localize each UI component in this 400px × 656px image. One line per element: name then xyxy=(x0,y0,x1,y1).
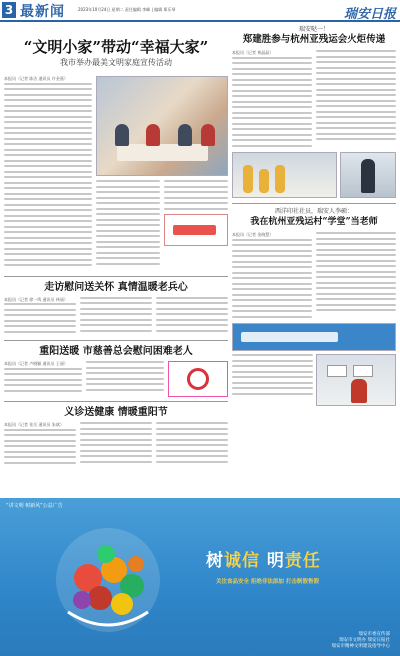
story-health xyxy=(4,406,228,467)
date-line: 2023年10月24日 星期二 责任编辑 李峰 | 编辑 郑乐琴 xyxy=(78,7,176,12)
section-title: 最新闻 xyxy=(20,4,65,20)
ad-footer xyxy=(332,632,391,650)
ad-slogan xyxy=(206,546,321,571)
story-torch-byline: 本报讯（记者 黄晶晶） xyxy=(232,50,274,55)
ad-slogan-part4: 责任 xyxy=(284,551,321,571)
ad-subline: 关注食品安全 拒绝非法添加 打击制假售假 xyxy=(216,579,319,585)
right-column xyxy=(232,26,396,406)
divider xyxy=(4,276,228,277)
page-number: 3 xyxy=(2,2,16,18)
left-column xyxy=(4,26,228,467)
story-school xyxy=(232,208,396,406)
story-torch xyxy=(232,26,396,198)
ad-footer-line2: 瑞安市文明办 瑞安日报社 xyxy=(339,638,390,643)
ad-label: “讲文明 树新风”公益广告 xyxy=(6,503,63,509)
ad-footer-line3: 瑞安市精神文明建设指导中心 xyxy=(331,644,390,649)
story-charity-headline: 重阳送暖 市慈善总会慰问困难老人 xyxy=(39,346,193,357)
ad-slogan-part3: 明 xyxy=(260,551,285,571)
story-school-kicker: 西洋印社社员，瑞安人李硕： xyxy=(274,208,353,215)
story-main xyxy=(4,38,228,270)
story-health-headline: 义诊送健康 情暖重阳节 xyxy=(64,407,168,418)
story-school-headline: 我在杭州亚残运村“学堂”当老师 xyxy=(250,217,378,227)
torch-photo-left xyxy=(232,152,337,198)
story-main-headline: “文明小家”带动“幸福大家” xyxy=(23,38,209,56)
story-school-byline: 本报讯（记者 金晓慧） xyxy=(232,232,274,237)
divider xyxy=(4,401,228,402)
story-main-byline: 本报讯（记者 陈洁 通讯员 许金燕） xyxy=(4,76,68,81)
story-veterans-headline: 走访慰问送关怀 真情温暖老兵心 xyxy=(44,281,188,293)
story-torch-kicker: 瑞安哒一！ xyxy=(298,26,329,33)
story-veterans-byline: 本报讯（记者 徐一鸣 通讯员 林丽） xyxy=(4,296,68,302)
story-main-photo xyxy=(96,76,228,176)
masthead-logo: 瑞安日报 xyxy=(343,7,396,22)
ad-slogan-part2: 诚信 xyxy=(224,551,260,571)
divider xyxy=(4,340,228,341)
public-service-ad xyxy=(0,498,400,656)
charity-logo xyxy=(168,361,228,397)
story-charity-byline: 本报讯（记者 卢晓颖 通讯员 王丽） xyxy=(4,361,68,366)
story-main-body xyxy=(4,76,92,270)
story-main-subhead: 我市举办最美文明家庭宣传活动 xyxy=(60,58,172,67)
school-teacher-photo xyxy=(316,354,396,406)
story-charity xyxy=(4,345,228,397)
fruit-bowl-illustration xyxy=(48,520,168,640)
torch-photo-right xyxy=(340,152,396,198)
divider xyxy=(232,203,396,204)
story-torch-headline: 郑建胜参与杭州亚残运会火炬传递 xyxy=(242,34,386,45)
school-banner-photo xyxy=(232,323,396,351)
story-health-byline: 本报讯（记者 张岳 通讯员 朱斌） xyxy=(4,422,64,427)
ad-slogan-part1: 树 xyxy=(206,551,224,571)
ad-footer-line1: 瑞安市委宣传部 xyxy=(358,632,390,637)
story-veterans xyxy=(4,281,228,337)
civility-logo xyxy=(164,214,228,246)
page-header xyxy=(0,0,400,22)
